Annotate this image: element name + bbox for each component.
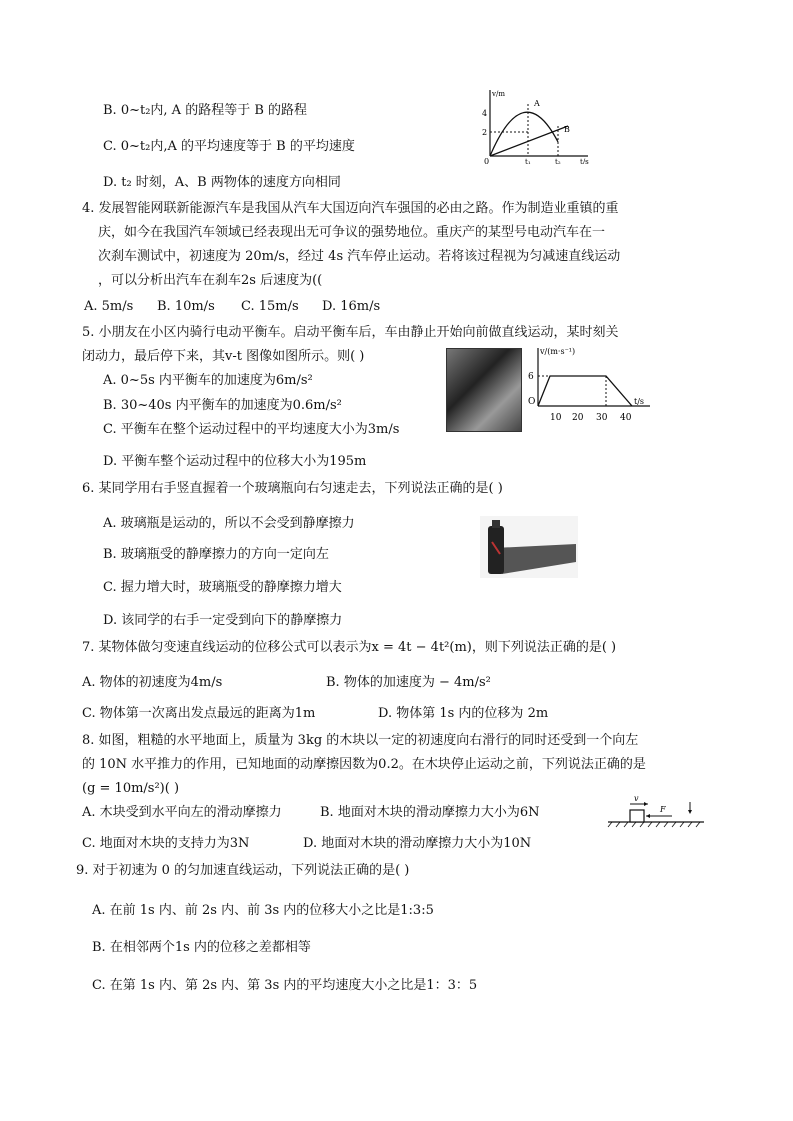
q5-option-d: D. 平衡车整个运动过程中的位移大小为195m [103, 454, 367, 469]
q7-option-d: D. 物体第 1s 内的位移为 2m [378, 706, 549, 721]
q8-option-d: D. 地面对木块的滑动摩擦力大小为10N [303, 836, 532, 851]
force-label: F [660, 805, 666, 814]
q7-stem: 7. 某物体做匀变速直线运动的位移公式可以表示为x = 4t − 4t²(m)，则下列说法正确的是( ) [82, 640, 617, 655]
q5-tick-20: 20 [572, 413, 584, 423]
q7-option-c: C. 物体第一次离出发点最远的距离为1m [82, 706, 316, 721]
q8-block-figure [606, 790, 706, 830]
q4-stem-line4: ，可以分析出汽车在刹车2s 后速度为(( [98, 273, 323, 288]
q4-option-c: C. 15m/s [241, 299, 299, 314]
q4-option-a: A. 5m/s [84, 299, 134, 314]
q9-option-c: C. 在第 1s 内、第 2s 内、第 3s 内的平均速度大小之比是1：3：5 [92, 978, 478, 993]
q6-stem: 6. 某同学用右手竖直握着一个玻璃瓶向右匀速走去，下列说法正确的是( ) [82, 481, 503, 496]
q3-vt-graph [476, 86, 596, 164]
q3-ylabel: v/m [492, 90, 505, 98]
q5-tick-6: 6 [528, 372, 534, 382]
q8-stem-line3: (g = 10m/s²)( ) [82, 781, 180, 796]
q3-label-a: A [534, 99, 540, 108]
q6-option-a: A. 玻璃瓶是运动的，所以不会受到静摩擦力 [103, 516, 355, 531]
q6-option-d: D. 该同学的右手一定受到向下的静摩擦力 [103, 613, 343, 628]
q7-option-b: B. 物体的加速度为 − 4m/s² [326, 675, 491, 690]
q5-ylabel: v/(m·s⁻¹) [540, 347, 576, 356]
q4-stem-line1: 4. 发展智能网联新能源汽车是我国从汽车大国迈向汽车强国的必由之路。作为制造业重镇的重 [82, 201, 619, 216]
q3-tick-2: 2 [482, 128, 488, 137]
q5-xlabel: t/s [634, 397, 645, 406]
q8-option-a: A. 木块受到水平向左的滑动摩擦力 [82, 805, 282, 820]
balance-car-photo [446, 348, 522, 432]
q3-option-c: C. 0~t₂内,A 的平均速度等于 B 的平均速度 [103, 139, 355, 154]
q8-option-c: C. 地面对木块的支持力为3N [82, 836, 250, 851]
q3-option-b: B. 0~t₂内, A 的路程等于 B 的路程 [103, 103, 308, 118]
q5-option-b: B. 30~40s 内平衡车的加速度为0.6m/s² [103, 398, 342, 413]
q5-tick-10: 10 [550, 413, 562, 423]
q5-stem-line2: 闭动力，最后停下来，其v-t 图像如图所示。则( ) [82, 349, 365, 364]
q6-option-c: C. 握力增大时，玻璃瓶受的静摩擦力增大 [103, 580, 342, 595]
ground-hatch [608, 822, 700, 827]
q9-option-b: B. 在相邻两个1s 内的位移之差都相等 [92, 940, 311, 955]
q7-option-a: A. 物体的初速度为4m/s [82, 675, 223, 690]
q3-line-b [490, 126, 568, 156]
q3-origin: 0 [484, 157, 490, 164]
q5-option-c: C. 平衡车在整个运动过程中的平均速度大小为3m/s [103, 422, 400, 437]
q5-tick-30: 30 [596, 413, 608, 423]
q9-option-a: A. 在前 1s 内、前 2s 内、前 3s 内的位移大小之比是1:3:5 [92, 903, 434, 918]
q3-xlabel: t/s [580, 158, 589, 164]
q8-stem-line1: 8. 如图，粗糙的水平地面上，质量为 3kg 的木块以一定的初速度向右滑行的同时还受到一个向左 [82, 733, 639, 748]
q5-vt-graph [522, 342, 654, 428]
q5-origin: O [528, 397, 536, 407]
q4-stem-line2: 庆，如今在我国汽车领域已经表现出无可争议的强势地位。重庆产的某型号电动汽车在一 [98, 225, 606, 240]
q5-tick-40: 40 [620, 413, 632, 423]
wood-block [630, 810, 644, 822]
q3-label-b: B [564, 125, 570, 134]
q3-tick-t2: t₂ [555, 158, 561, 164]
q3-tick-t1: t₁ [525, 158, 531, 164]
q4-option-b: B. 10m/s [157, 299, 215, 314]
q8-stem-line2: 的 10N 水平推力的作用，已知地面的动摩擦因数为0.2。在木块停止运动之前，下列说法正确的是 [82, 757, 646, 772]
velocity-label: v [634, 794, 639, 803]
q3-option-d: D. t₂ 时刻，A、B 两物体的速度方向相同 [103, 175, 341, 190]
q5-vt-line [538, 376, 632, 406]
q8-option-b: B. 地面对木块的滑动摩擦力大小为6N [320, 805, 540, 820]
q3-tick-4: 4 [482, 109, 488, 118]
q5-option-a: A. 0~5s 内平衡车的加速度为6m/s² [103, 373, 313, 388]
q5-stem-line1: 5. 小朋友在小区内骑行电动平衡车。启动平衡车后，车由静止开始向前做直线运动，某时刻关 [82, 325, 619, 340]
q4-stem-line3: 次刹车测试中，初速度为 20m/s，经过 4s 汽车停止运动。若将该过程视为匀减速直线运动 [98, 249, 621, 264]
hand-bottle-photo [480, 516, 578, 578]
q9-stem: 9. 对于初速为 0 的匀加速直线运动，下列说法正确的是( ) [76, 863, 410, 878]
q4-option-d: D. 16m/s [322, 299, 381, 314]
q6-option-b: B. 玻璃瓶受的静摩擦力的方向一定向左 [103, 547, 329, 562]
